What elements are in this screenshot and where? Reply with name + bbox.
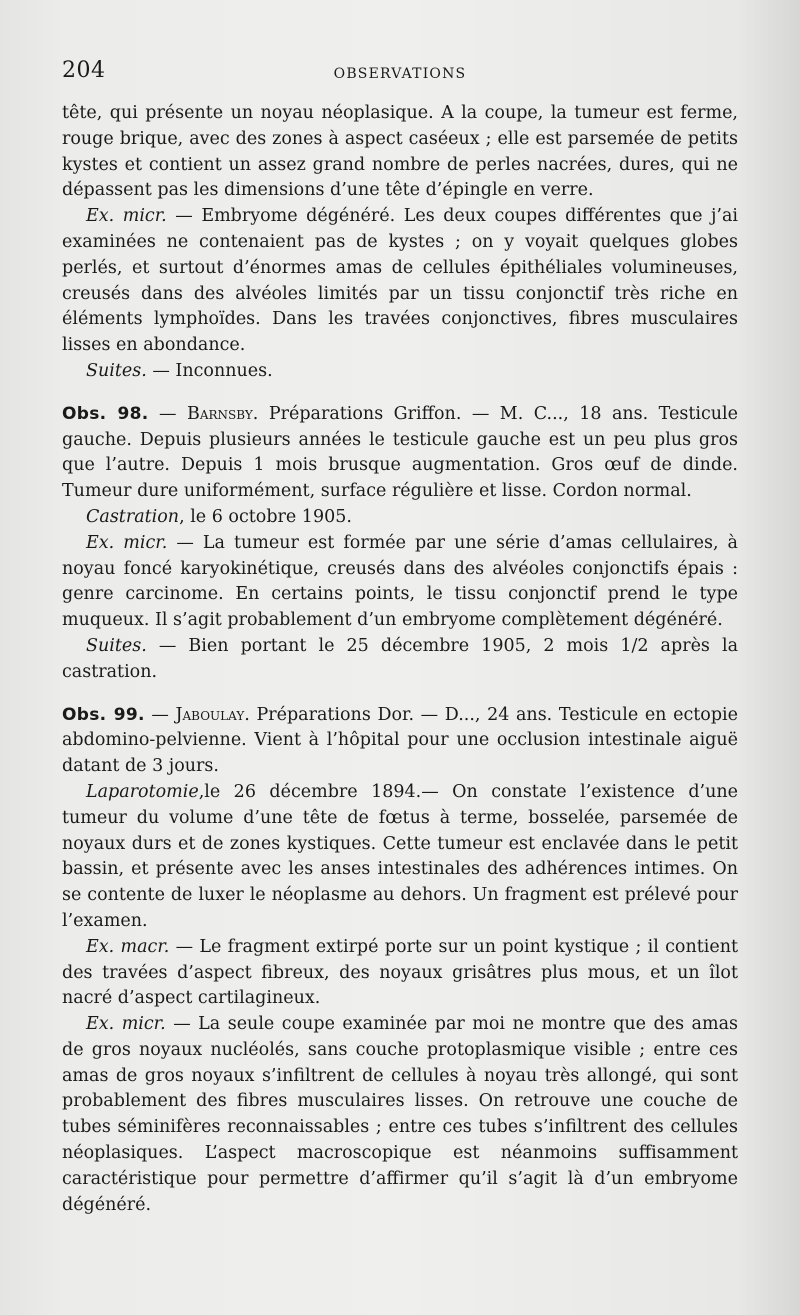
page-number: 204 <box>62 58 106 83</box>
author-name: Barnsby <box>186 403 253 424</box>
paragraph-suites <box>62 359 738 385</box>
paragraph-ex-micr <box>62 1012 738 1218</box>
paragraph-text: — Le fragment extirpé porte sur un point kystique ; il contient des travées d’aspect fibreux, des noyaux grisâtres plus mous, et un îlot nacré d’aspect cartilagineux. <box>62 936 739 1009</box>
section-label: Laparotomie <box>86 781 199 802</box>
section-label: Ex. macr. <box>86 936 170 957</box>
paragraph-text: — Bien portant le 25 décembre 1905, 2 mois 1/2 après la castration. <box>62 635 738 682</box>
paragraph-text: — Embryome dégénéré. Les deux coupes différentes que j’ai examinées ne contenaient pas de kystes ; on y voyait quelques globes perlés, et surtout d’énormes amas de cellules épithéliales volumineuses, creusés dans des alvéoles limités par un tissu conjonctif très riche en éléments lymphoïdes. Dans les travées conjonctives, fibres musculaires lisses en abondance. <box>62 206 738 356</box>
section-label: Suites. <box>86 360 147 381</box>
section-label: Ex. micr. <box>86 206 167 227</box>
running-head: OBSERVATIONS <box>333 66 467 82</box>
observation-98 <box>62 402 738 505</box>
paragraph-ex-micr <box>62 531 738 634</box>
section-label: Suites. <box>86 635 147 656</box>
observation-label: Obs. 98. <box>62 403 149 424</box>
section-label: Ex. micr. <box>86 532 168 553</box>
paragraph-laparotomie <box>62 780 738 935</box>
page-body <box>62 101 738 1218</box>
observation-label: Obs. 99. <box>62 704 145 725</box>
paragraph-text: . Préparations Griffon. — M. C..., 18 ans. Testicule gauche. Depuis plusieurs années le testicule gauche est un peu plus gros que l’autre. Depuis 1 mois brusque augmentation. Gros œuf de dinde. Tumeur dure uniformément, surface régulière et lisse. Cordon normal. <box>62 403 738 502</box>
paragraph-castration <box>62 505 738 531</box>
paragraph-text: — La tumeur est formée par une série d’amas cellulaires, à noyau foncé karyokinétique, creusés dans des alvéoles conjonctifs épais : genre carcinome. En certains points, le tissu conjonctif prend le type muqueux. Il s’agit probablement d’un embryome complètement dégénéré. <box>62 532 738 631</box>
paragraph-ex-macr <box>62 935 738 1012</box>
author-name: Jaboulay <box>175 704 245 725</box>
paragraph-text: ,le 26 décembre 1894.— On constate l’existence d’une tumeur du volume d’une tête de fœtus à terme, bosselée, parsemée de noyaux durs et de zones kystiques. Cette tumeur est enclavée dans le petit bassin, et présente avec les anses intestinales des adhérences intimes. On se contente de luxer le néoplasme au dehors. Un fragment est prélevé pour l’examen. <box>62 781 738 931</box>
paragraph-text: . Préparations Dor. — D..., 24 ans. Testicule en ectopie abdomino-pelvienne. Vient à l’hôpital pour une occlusion intestinale aiguë datant de 3 jours. <box>62 704 738 777</box>
observation-99 <box>62 703 738 780</box>
paragraph-continuation: tête, qui présente un noyau néoplasique. A la coupe, la tumeur est ferme, rouge brique, avec des zones à aspect caséeux ; elle est parsemée de petits kystes et contient un assez grand nombre de perles nacrées, dures, qui ne dépassent pas les dimensions d’une tête d’épingle en verre. <box>62 103 738 201</box>
section-label: Ex. micr. <box>86 1014 166 1035</box>
dash: — <box>144 704 176 725</box>
paragraph-text: — Inconnues. <box>146 360 273 381</box>
section-label: Castration <box>86 506 180 527</box>
paragraph-ex-micr <box>62 204 738 359</box>
dash: — <box>148 403 187 424</box>
paragraph-text: , le 6 octobre 1905. <box>179 506 352 527</box>
paragraph-text: — La seule coupe examinée par moi ne montre que des amas de gros noyaux nucléolés, sans couche protoplasmique visible ; entre ces amas de gros noyaux s’infiltrent de cellules à noyau très allongé, qui sont probablement des fibres musculaires lisses. On retrouve une couche de tubes séminifères reconnaissables ; entre ces tubes s’infiltrent des cellules néoplasiques. L’aspect macroscopique est néanmoins suffisamment caractéristique pour permettre d’affirmer qu’il s’agit là d’un embryome dégénéré. <box>62 1014 738 1215</box>
page-header <box>62 58 738 92</box>
paragraph-suites <box>62 634 738 686</box>
